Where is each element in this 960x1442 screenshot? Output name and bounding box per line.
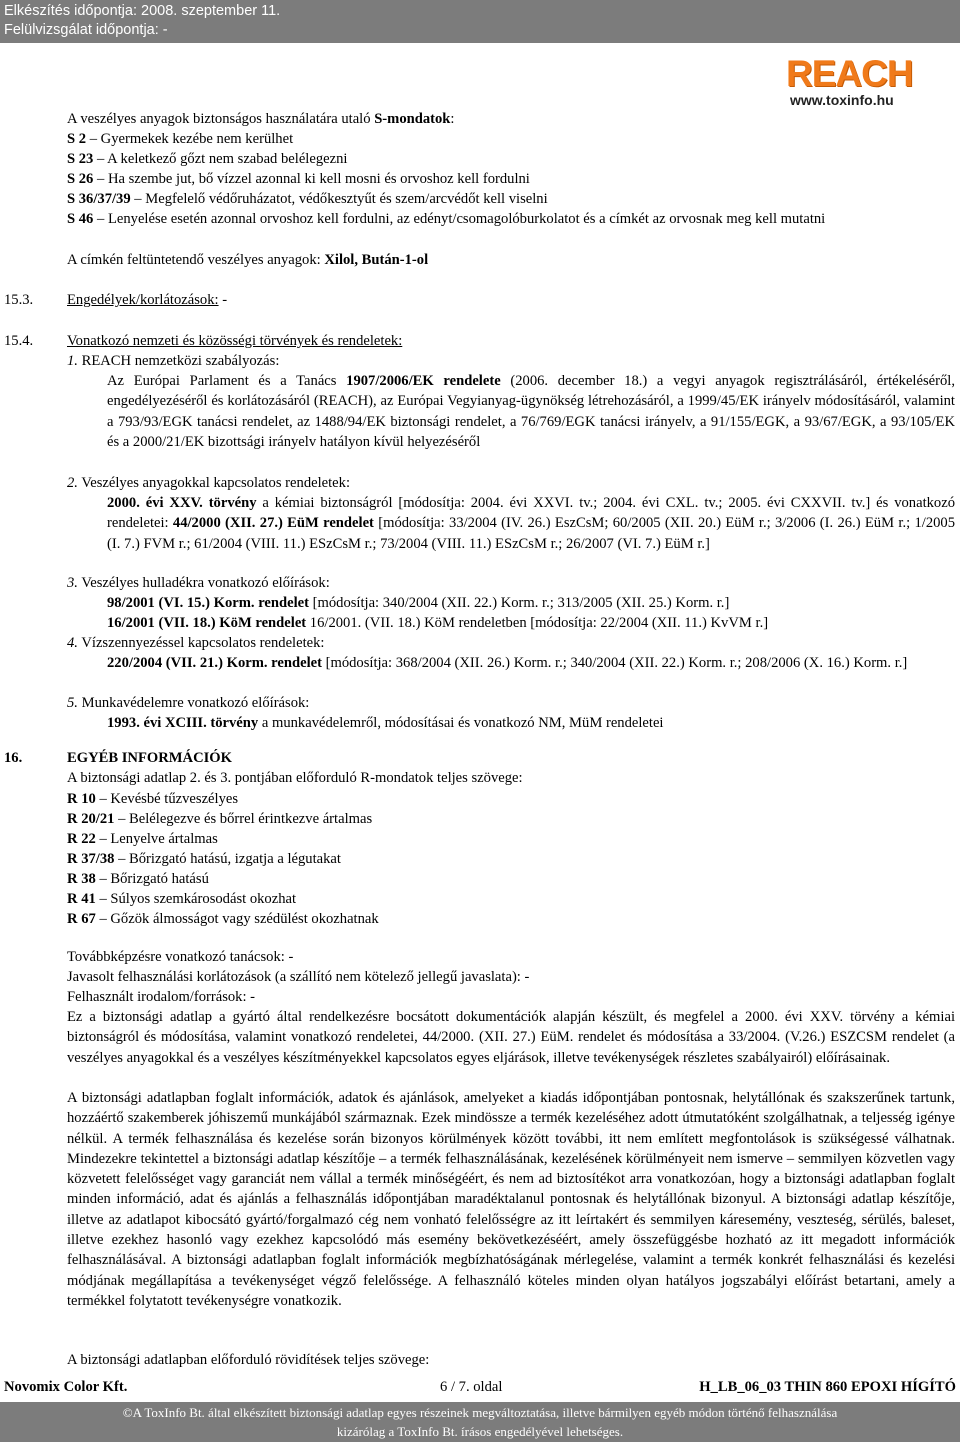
- item-1-body: Az Európai Parlament és a Tanács 1907/2006/EK rendelete (2006. december 18.) a vegyi anyagok regisztrálásáról, értékeléséről, engedélyezéséről és korlátozásáról (REACH), az Európai Vegyianyag-ügynökség létrehozásáról, a 1999/45/EK irányelv módosításáról, valamint a 793/93/EGK tanácsi rendelet, az 1488/94/EK biztonsági rendelet, a 76/769/EGK tanácsi irányelv, a 91/155/EGK, a 93/67/EGK, a 93/105/EK és a 2000/21/EK bizottsági irányelv hatályon kívül helyezéséről: [107, 373, 955, 450]
- footer-product: H_LB_06_03 THIN 860 EPOXI HÍGÍTÓ: [699, 1379, 956, 1395]
- item-1-heading: 1. REACH nemzetközi szabályozás:: [67, 353, 280, 369]
- item-2-body: 2000. évi XXV. törvény a kémiai biztonságról [módosítja: 2004. évi XXVI. tv.; 2004. évi CXL. tv.; 2005. évi CXXVII. tv.] és vonatkozó rendeletei: 44/2000 (XII. 27.) EüM rendelet [módosítja: 33/2004 (IV. 26.) EszCsM; 60/2005 (XII. 20.) EüM r.; 3/2006 (I. 26.) EüM r.; 1/2005 (I. 7.) FVM r.; 61/2004 (VIII. 11.) ESzCsM r.; 73/2004 (VIII. 11.) ESzCsM r.; 26/2007 (VI. 7.) EüM r.]: [107, 495, 956, 552]
- usage-restrictions: Javasolt felhasználási korlátozások (a szállító nem kötelező jellegű javaslata): -: [67, 969, 530, 985]
- revised-date: Felülvizsgálat időpontja: -: [4, 22, 168, 38]
- item-5-body: 1993. évi XCIII. törvény a munkavédelemről, módosításai és vonatkozó NM, MüM rendeletei: [107, 715, 664, 731]
- item-3-line-1: 98/2001 (VI. 15.) Korm. rendelet [módosítja: 340/2004 (XII. 22.) Korm. r.; 313/2005 (XII. 25.) Korm. r.]: [107, 595, 730, 611]
- footer-page-number: 6 / 7. oldal: [440, 1379, 503, 1395]
- s-phrase-item: S 23 – A keletkező gőzt nem szabad belélegezni: [67, 151, 348, 167]
- item-2-heading: 2. Veszélyes anyagokkal kapcsolatos rendeletek:: [67, 475, 351, 491]
- r-phrase-item: R 20/21 – Belélegezve és bőrrel érintkezve ártalmas: [67, 811, 373, 827]
- item-4-body: 220/2004 (VII. 21.) Korm. rendelet [módosítja: 368/2004 (XII. 26.) Korm. r.; 340/2004 (XII. 22.) Korm. r.; 208/2006 (X. 16.) Korm. r.]: [107, 655, 908, 671]
- r-phrase-item: R 41 – Súlyos szemkárosodást okozhat: [67, 891, 297, 907]
- s-phrase-item: S 2 – Gyermekek kezébe nem kerülhet: [67, 131, 294, 147]
- item-5-heading: 5. Munkavédelemre vonatkozó előírások:: [67, 695, 310, 711]
- section-15-4-title: Vonatkozó nemzeti és közösségi törvények és rendeletek:: [67, 333, 403, 349]
- section-16-number: 16.: [4, 750, 23, 766]
- section-15-3-title: Engedélyek/korlátozások: -: [67, 292, 228, 308]
- s-phrase-item: S 26 – Ha szembe jut, bő vízzel azonnal ki kell mosni és orvoshoz kell fordulni: [67, 171, 530, 187]
- item-3-heading: 3. Veszélyes hulladékra vonatkozó előírások:: [67, 575, 330, 591]
- r-phrases-intro: A biztonsági adatlap 2. és 3. pontjában előforduló R-mondatok teljes szövege:: [67, 770, 523, 786]
- created-date: Elkészítés időpontja: 2008. szeptember 11.: [4, 3, 281, 19]
- training-advice: Továbbképzésre vonatkozó tanácsok: -: [67, 949, 294, 965]
- logo-url: www.toxinfo.hu: [790, 92, 894, 108]
- label-substances: A címkén feltüntetendő veszélyes anyagok: Xilol, Bután-1-ol: [67, 252, 429, 268]
- sources: Felhasznált irodalom/források: -: [67, 989, 256, 1005]
- disclaimer-paragraph: A biztonsági adatlapban foglalt információk, adatok és ajánlások, amelyeket a kiadás időpontjában pontosnak, helytállónak és szakszerűnek tartunk, hozzáértő szakemberek jóhiszemű munkájából származnak. Ezek mindössze a termék kezeléséhez adott útmutatóként szolgálhatnak, a teljesség igénye nélkül. A termék felhasználása és kezelése során bizonyos körülmények között további, itt nem említett megfontolások is szükségessé válhatnak. Mindezekre tekintettel a biztonsági adatlap készítője – a termék felhasználásának, kezelésének körülményeit nem ismerve – semmilyen közvetlen vagy közvetett felelősséget vagy garanciát nem vállal a termék minőségéért, és nem ad biztosítékot arra vonatkozóan, hogy a biztonsági adatlapban foglalt minden információ, adat és ajánlás a felhasználás időpontjában maradéktalanul pontosnak és helytállónak bizonyul. A biztonsági adatlap készítője, illetve az adatlapot kibocsátó gyártó/forgalmazó cég nem vonható felelősségre az itt leírtakért és semmilyen káresemény, veszteség, sérülés, baleset, illetve ezekhez hasonló vagy ezekhez kapcsolódó más esemény bekövetkezéséért, amely összefüggésbe hozható az itt megadott információk felhasználásával. A biztonsági adatlapban foglalt információk megbízhatóságának mérlegelése, valamint a termék konkrét felhasználási és kezelési módjának megállapítása a tevékenységet végző felelőssége. A felhasználó köteles minden olyan hatályos jogszabályi előírást betartani, amely a termékkel folytatott tevékenységre vonatkozik.: [67, 1090, 955, 1309]
- item-4-heading: 4. Vízszennyezéssel kapcsolatos rendeletek:: [67, 635, 325, 651]
- copyright-line-2: kizárólag a ToxInfo Bt. írásos engedélyével lehetséges.: [336, 1424, 624, 1439]
- section-16-title: EGYÉB INFORMÁCIÓK: [67, 750, 232, 766]
- s-phrase-item: S 36/37/39 – Megfelelő védőruházatot, védőkesztyűt és szem/arcvédőt kell viselni: [67, 191, 548, 207]
- item-3-line-2: 16/2001 (VII. 18.) KöM rendelet 16/2001. (VII. 18.) KöM rendeletben [módosítja: 22/2004 (XII. 11.) KvVM r.]: [107, 615, 769, 631]
- section-15-4-number: 15.4.: [4, 333, 34, 349]
- copyright-line-1: ©A ToxInfo Bt. által elkészített biztonsági adatlap egyes részeinek megváltoztatása, illetve bármilyen egyéb módon történő felhasználása: [122, 1405, 838, 1420]
- s-phrases-title: A veszélyes anyagok biztonságos használatára utaló S-mondatok:: [67, 111, 455, 127]
- section-15-3-number: 15.3.: [4, 292, 34, 308]
- footer-company: Novomix Color Kft.: [4, 1379, 128, 1395]
- r-phrase-item: R 22 – Lenyelve ártalmas: [67, 831, 218, 847]
- r-phrase-item: R 10 – Kevésbé tűzveszélyes: [67, 791, 239, 807]
- reach-logo: [786, 53, 934, 112]
- r-phrase-item: R 67 – Gőzök álmosságot vagy szédülést okozhatnak: [67, 911, 379, 927]
- s-phrase-item: S 46 – Lenyelése esetén azonnal orvoshoz kell fordulni, az edényt/csomagolóburkolatot és a címkét az orvosnak meg kell mutatni: [67, 211, 826, 227]
- abbreviations-heading: A biztonsági adatlapban előforduló rövidítések teljes szövege:: [67, 1352, 430, 1368]
- r-phrase-item: R 37/38 – Bőrizgató hatású, izgatja a légutakat: [67, 851, 341, 867]
- logo-word: REACH: [786, 53, 913, 94]
- r-phrase-item: R 38 – Bőrizgató hatású: [67, 871, 209, 887]
- compliance-paragraph: Ez a biztonsági adatlap a gyártó által rendelkezésre bocsátott dokumentációk alapján készült, és megfelel a 2000. évi XXV. törvény a kémiai biztonságról és módosítása, valamint vonatkozó rendeletei, 44/2000. (XII. 27.) EüM. rendelet és módosítása a 33/2004. (V.26.) ESZCSM rendelet (a veszélyes anyagokkal és a veszélyes készítményekkel kapcsolatos egyes eljárások, illetve tevékenységek részletes szabályairól) előírásainak.: [67, 1009, 955, 1066]
